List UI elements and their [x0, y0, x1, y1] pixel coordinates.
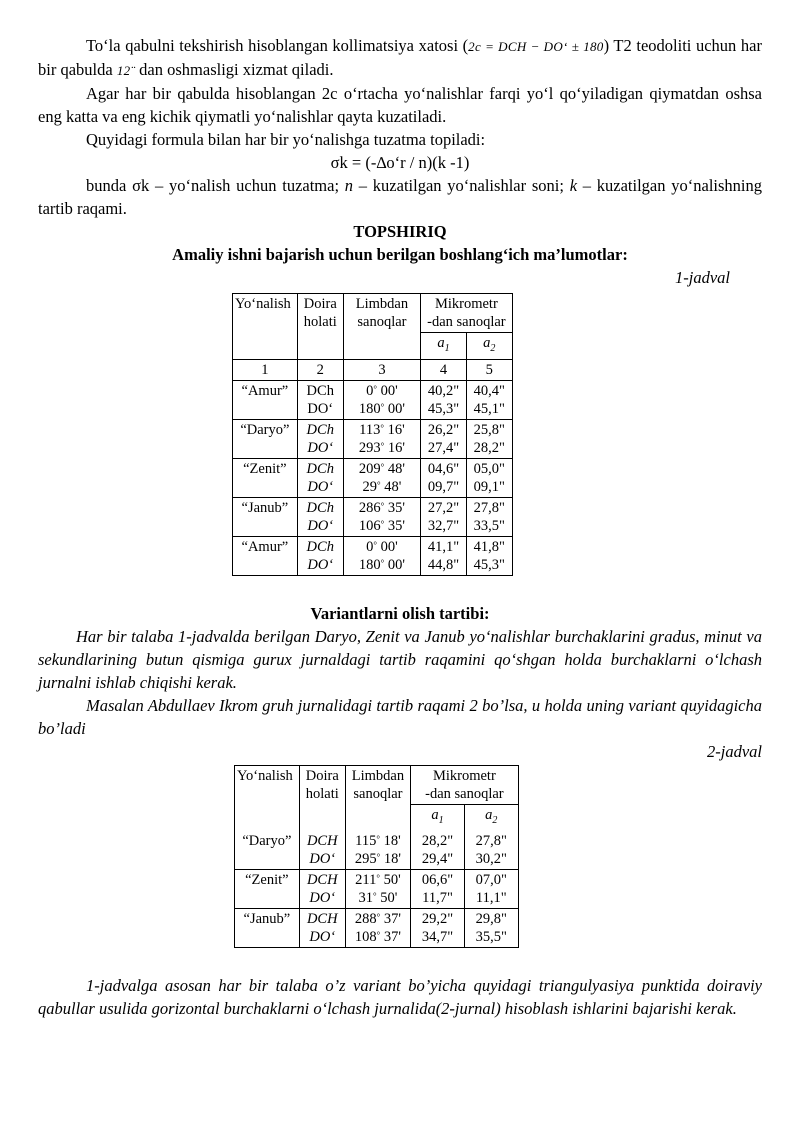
- table1-col-number: 5: [466, 359, 512, 380]
- variants-paragraph-2: Masalan Abdullaev Ikrom gruh jurnalidagi tartib raqami 2 bo’lsa, u holda uning variant quyidagicha bo’ladi: [38, 695, 762, 738]
- micrometer-a1: [421, 536, 467, 575]
- table1-container: [232, 293, 762, 576]
- limb-reading: [343, 419, 420, 458]
- limb-reading: [345, 831, 410, 870]
- limb-reading-value: 0° 00': [366, 382, 398, 399]
- micrometer-a2-value: 30,2": [475, 850, 507, 867]
- limb-reading: [345, 908, 410, 947]
- circle-position-value: DCh: [306, 460, 334, 477]
- table1-col-number: 2: [297, 359, 343, 380]
- micrometer-a2-value: 29,8": [475, 910, 507, 927]
- micrometer-a2-value: 35,5": [475, 928, 507, 945]
- circle-position-value: DCh: [306, 382, 334, 399]
- micrometer-a1-value: 45,3": [427, 400, 460, 417]
- direction-name: “Daryo”: [235, 831, 300, 870]
- micrometer-a2-value: 05,0": [473, 460, 505, 477]
- limb-reading: [343, 380, 420, 419]
- table-row: [233, 497, 513, 536]
- circle-position: [297, 497, 343, 536]
- intro-paragraph-1: [38, 34, 762, 82]
- micrometer-a1-value: 04,6": [427, 460, 460, 477]
- limb-reading-value: 288° 37': [354, 910, 401, 927]
- direction-name: “Janub”: [233, 497, 298, 536]
- micrometer-a1-value: 27,2": [427, 499, 460, 516]
- micrometer-a1-value: 09,7": [427, 478, 460, 495]
- micrometer-a1-value: 32,7": [427, 517, 460, 534]
- correction-formula: σk = (-∆o‘r / n)(k -1): [330, 153, 470, 172]
- table2-header-circle: Doira holati: [299, 765, 345, 830]
- micrometer-a2-value: 45,3": [473, 556, 505, 573]
- table1-col-number: 4: [421, 359, 467, 380]
- micrometer-a2-value: 41,8": [473, 538, 505, 555]
- circle-position: [299, 869, 345, 908]
- circle-position-value: DCH: [306, 832, 338, 849]
- limb-reading-value: 0° 00': [366, 538, 398, 555]
- micrometer-a2-value: 40,4": [473, 382, 505, 399]
- table1-col-number: 3: [343, 359, 420, 380]
- circle-position-value: DCH: [306, 910, 338, 927]
- table1-caption: 1-jadval: [675, 268, 730, 287]
- circle-position: [297, 458, 343, 497]
- micrometer-a1-value: 34,7": [421, 928, 454, 945]
- direction-name: “Daryo”: [233, 419, 298, 458]
- circle-position: [297, 380, 343, 419]
- circle-position-value: DCH: [306, 871, 338, 888]
- micrometer-a1-value: 40,2": [427, 382, 460, 399]
- sigma-symbol: σk: [132, 176, 150, 195]
- circle-position-value: DO‘: [309, 889, 336, 906]
- n-symbol: n: [344, 176, 354, 195]
- micrometer-a1-value: 41,1": [427, 538, 460, 555]
- collimation-formula: 2c = DCH − DO‘ ± 180: [468, 39, 604, 54]
- direction-name: “Zenit”: [235, 869, 300, 908]
- limb-reading-value: 293° 16': [358, 439, 405, 456]
- circle-position: [299, 831, 345, 870]
- intro-paragraph-4: [38, 174, 762, 220]
- micrometer-a2: [466, 536, 512, 575]
- table2-header-direction: Yo‘nalish: [235, 765, 300, 830]
- table-row: [233, 536, 513, 575]
- micrometer-a1-value: 44,8": [427, 556, 460, 573]
- micrometer-a1: [411, 869, 465, 908]
- table1-header-a1: $a_1$: [421, 333, 467, 360]
- circle-position-value: DO‘: [307, 439, 334, 456]
- table-row: [233, 419, 513, 458]
- intro-text: dan oshmasligi xizmat qiladi.: [135, 60, 334, 79]
- table1-header-limb: Limbdan sanoqlar: [343, 294, 420, 360]
- closing-paragraph: 1-jadvalga asosan har bir talaba o’z variant bo’yicha quyidagi triangulyasiya punktida doiraviy qabullar usulida gorizontal burchaklarni o‘lchash jurnalida(2-jurnal) hisoblash ishlarini bajarishi kerak.: [38, 975, 762, 1018]
- limb-reading-value: 286° 35': [358, 499, 405, 516]
- micrometer-a2: [464, 869, 518, 908]
- table1-header-a2: $a_2$: [466, 333, 512, 360]
- micrometer-a2: [466, 458, 512, 497]
- micrometer-a1-value: 27,4": [427, 439, 460, 456]
- circle-position-value: DO‘: [309, 928, 336, 945]
- variants-paragraph-1: Har bir talaba 1-jadvalda berilgan Daryo, Zenit va Janub yo‘nalishlar burchaklarini gradus, minut va sekundlarining butun qismiga gurux jurnaldagi tartib raqamini qo‘shgan holda burchaklarni o‘lchash jurnalni ishlab chiqishi kerak.: [38, 626, 762, 692]
- circle-position: [297, 536, 343, 575]
- micrometer-a2: [464, 908, 518, 947]
- direction-name: “Janub”: [235, 908, 300, 947]
- circle-position: [297, 419, 343, 458]
- limb-reading-value: 295° 18': [354, 850, 401, 867]
- micrometer-a2-value: 45,1": [473, 400, 505, 417]
- intro-text: bunda: [86, 176, 133, 195]
- direction-name: “Zenit”: [233, 458, 298, 497]
- circle-position-value: DCh: [306, 421, 334, 438]
- intro-text: – kuzatilgan yo‘nalishlar soni;: [353, 176, 570, 195]
- limb-reading-value: 108° 37': [354, 928, 401, 945]
- intro-paragraph-3: Quyidagi formula bilan har bir yo‘nalishga tuzatma topiladi:: [86, 130, 486, 149]
- limb-reading-value: 180° 00': [358, 400, 405, 417]
- table2-container: [234, 765, 762, 948]
- circle-position-value: DO‘: [307, 478, 334, 495]
- micrometer-a1-value: 29,4": [421, 850, 454, 867]
- limb-reading-value: 31° 50': [358, 889, 398, 906]
- task-heading: TOPSHIRIQ: [353, 222, 447, 241]
- micrometer-a1-value: 26,2": [427, 421, 460, 438]
- limb-reading: [343, 497, 420, 536]
- circle-position-value: DCh: [306, 499, 334, 516]
- micrometer-a2: [466, 497, 512, 536]
- limb-reading: [345, 869, 410, 908]
- intro-text: – kuzatilgan yo‘nalishning tartib raqami.: [38, 176, 762, 218]
- micrometer-a1-value: 06,6": [421, 871, 454, 888]
- circle-position-value: DO‘: [309, 850, 336, 867]
- micrometer-a2-value: 07,0": [475, 871, 507, 888]
- micrometer-a2-value: 11,1": [475, 889, 507, 906]
- micrometer-a2: [466, 380, 512, 419]
- micrometer-a2-value: 27,8": [473, 499, 505, 516]
- micrometer-a1-value: 11,7": [422, 889, 453, 906]
- table-row: [235, 908, 519, 947]
- micrometer-a1: [421, 458, 467, 497]
- task-subheading: Amaliy ishni bajarish uchun berilgan boshlang‘ich ma’lumotlar:: [172, 245, 628, 264]
- circle-position-value: DO‘: [307, 517, 334, 534]
- intro-paragraph-2: Agar har bir qabulda hisoblangan 2c o‘rtacha yo‘nalishlar farqi yo‘l qo‘yiladigan qiymatdan oshsa eng katta va eng kichik qiymatli yo‘nalishlar qayta kuzatiladi.: [38, 84, 762, 126]
- micrometer-a1: [421, 497, 467, 536]
- intro-text: – yo‘nalish uchun tuzatma;: [149, 176, 345, 195]
- table2-header-a1: $a_1$: [411, 804, 465, 830]
- micrometer-a2-value: 27,8": [475, 832, 507, 849]
- table1-header-circle: Doira holati: [297, 294, 343, 360]
- direction-name: “Amur”: [233, 380, 298, 419]
- direction-name: “Amur”: [233, 536, 298, 575]
- limb-reading-value: 211° 50': [355, 871, 401, 888]
- micrometer-a2-value: 28,2": [473, 439, 505, 456]
- micrometer-a2-value: 09,1": [473, 478, 505, 495]
- limb-reading: [343, 536, 420, 575]
- circle-position-value: DCh: [306, 538, 334, 555]
- limb-reading-value: 113° 16': [359, 421, 405, 438]
- table-row: [235, 869, 519, 908]
- variants-heading: Variantlarni olish tartibi:: [310, 603, 490, 623]
- micrometer-a2-value: 25,8": [473, 421, 505, 438]
- table1-col-number: 1: [233, 359, 298, 380]
- circle-position: [299, 908, 345, 947]
- intro-text: To‘la qabulni tekshirish hisoblangan kollimatsiya xatosi (: [86, 36, 469, 55]
- k-symbol: k: [569, 176, 578, 195]
- circle-position-value: DO‘: [307, 556, 334, 573]
- table2-caption: 2-jadval: [707, 741, 762, 761]
- table2: [234, 765, 519, 948]
- tolerance-value: 12¨: [116, 63, 136, 78]
- micrometer-a1-value: 28,2": [421, 832, 454, 849]
- micrometer-a1: [411, 831, 465, 870]
- limb-reading-value: 29° 48': [362, 478, 402, 495]
- limb-reading-value: 115° 18': [355, 832, 401, 849]
- table2-header-micro: Mikrometr -dan sanoqlar: [411, 765, 519, 804]
- circle-position-value: DO‘: [307, 400, 334, 417]
- table-row: [233, 458, 513, 497]
- table2-header-limb: Limbdan sanoqlar: [345, 765, 410, 830]
- limb-reading-value: 106° 35': [358, 517, 405, 534]
- table1-header-direction: Yo‘nalish: [233, 294, 298, 360]
- micrometer-a1-value: 29,2": [421, 910, 454, 927]
- micrometer-a2: [466, 419, 512, 458]
- micrometer-a2: [464, 831, 518, 870]
- table-row: [233, 380, 513, 419]
- micrometer-a1: [421, 380, 467, 419]
- document-page: [38, 34, 762, 1020]
- intro-text: ) T2 teodoliti uchun har bir qabulda: [38, 36, 762, 79]
- limb-reading-value: 209° 48': [358, 460, 405, 477]
- micrometer-a1: [421, 419, 467, 458]
- table1: [232, 293, 513, 576]
- table2-header-a2: $a_2$: [464, 804, 518, 830]
- micrometer-a2-value: 33,5": [473, 517, 505, 534]
- table1-header-micro: Mikrometr -dan sanoqlar: [421, 294, 513, 333]
- micrometer-a1: [411, 908, 465, 947]
- limb-reading-value: 180° 00': [358, 556, 405, 573]
- table-row: [235, 831, 519, 870]
- limb-reading: [343, 458, 420, 497]
